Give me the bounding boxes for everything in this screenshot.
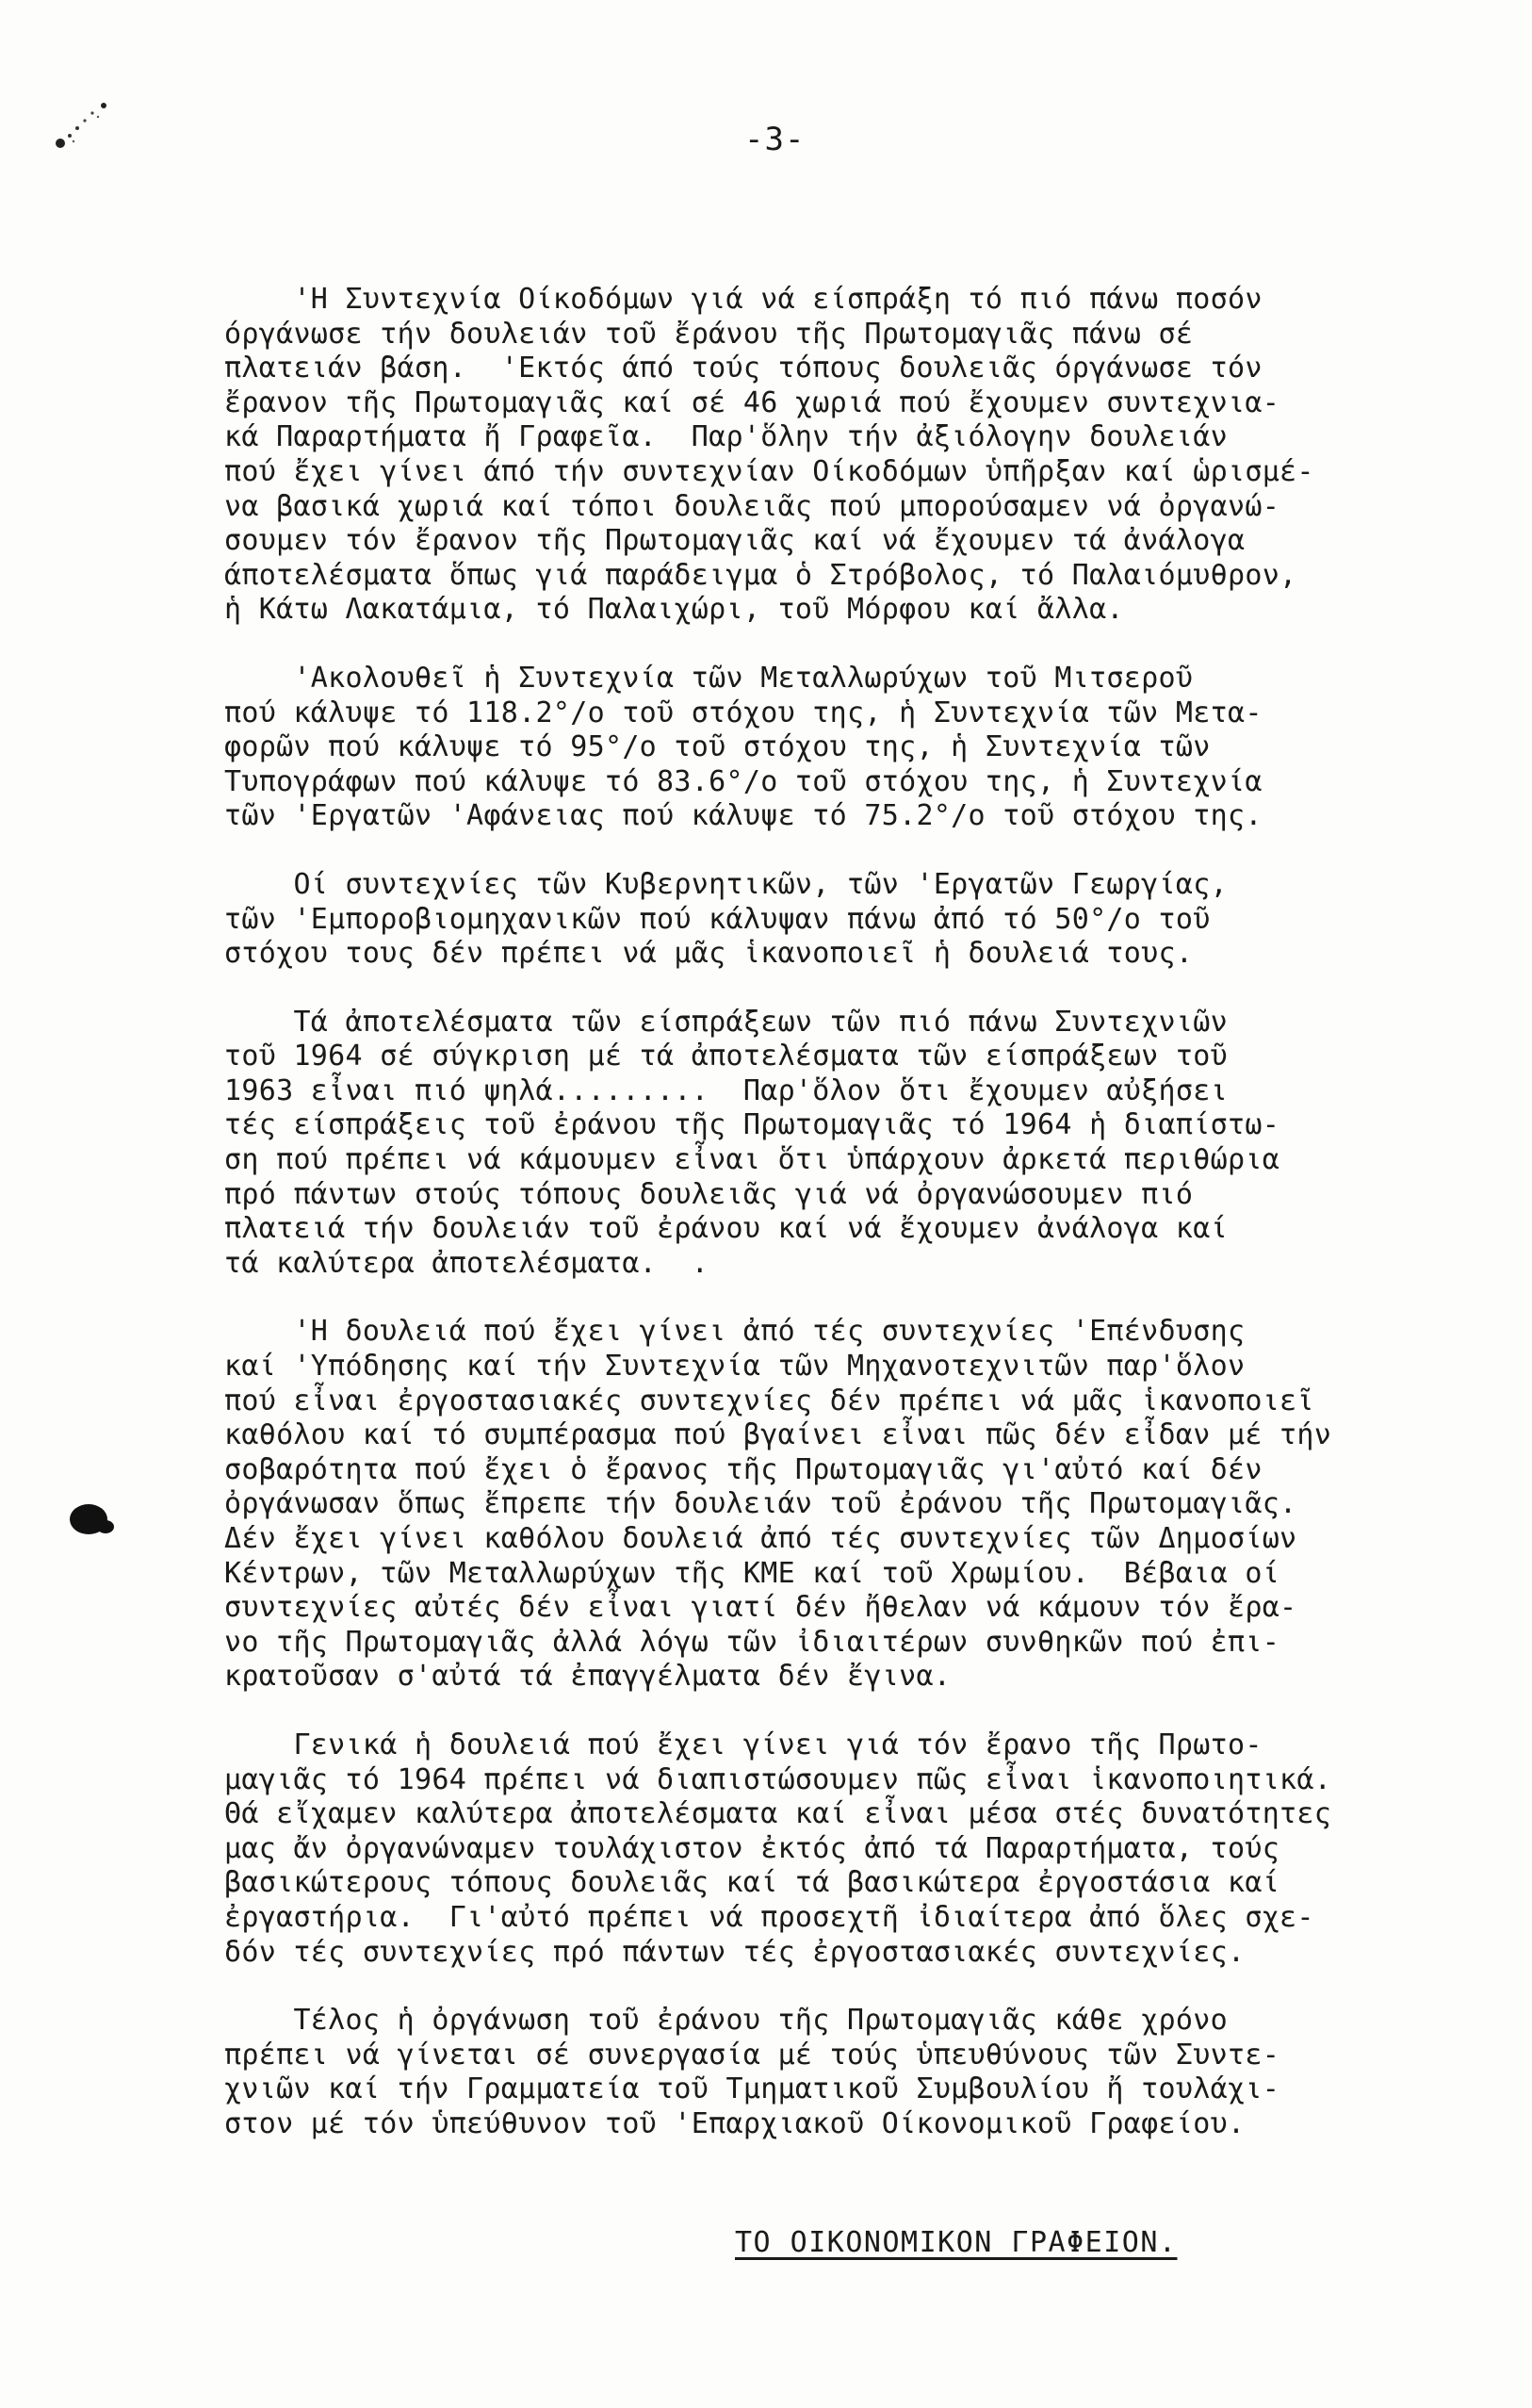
text-line: ἐργαστήρια. Γι'αὐτό πρέπει νά προσεχτῆ ἰδιαίτερα ἀπό ὅλες σχε- — [224, 1900, 1314, 1934]
text-line: 'Η Συντεχνία Οίκοδόμων γιά νά είσπράξη τό πιό πάνω ποσόν — [224, 283, 1263, 316]
text-line: μας ἄν ὀργανώναμεν τουλάχιστον ἐκτός ἀπό τά Παραρτήματα, τούς — [224, 1831, 1280, 1865]
text-line: δόν τές συντεχνίες πρό πάντων τές ἐργοστασιακές συντεχνίες. — [224, 1935, 1246, 1969]
paragraph — [224, 1728, 1402, 1970]
paragraph — [224, 662, 1402, 834]
ink-blot-mark — [66, 1499, 119, 1542]
text-line: μαγιᾶς τό 1964 πρέπει νά διαπιστώσουμεν πῶς εἶναι ἱκανοποιητικά. — [224, 1762, 1332, 1796]
text-line: χνιῶν καί τήν Γραμματεία τοῦ Τμηματικοῦ Συμβουλίου ἤ τουλάχι- — [224, 2072, 1280, 2106]
text-line: πρέπει νά γίνεται σέ συνεργασία μέ τούς ὑπευθύνους τῶν Συντε- — [224, 2038, 1280, 2072]
document-body — [224, 283, 1402, 2176]
text-line: όργάνωσε τήν δουλειάν τοῦ ἔράνου τῆς Πρωτομαγιᾶς πάνω σέ — [224, 317, 1194, 351]
text-line: Θά εἴχαμεν καλύτερα ἀποτελέσματα καί εἶναι μέσα στές δυνατότητες — [224, 1797, 1332, 1831]
text-line: πού εἶναι ἐργοστασιακές συντεχνίες δέν πρέπει νά μᾶς ἱκανοποιεῖ — [224, 1384, 1314, 1417]
text-line: 1963 εἶναι πιό ψηλά......... Παρ'ὅλον ὅτι ἔχουμεν αὐξήσει — [224, 1073, 1228, 1107]
text-line: βασικώτερους τόπους δουλειᾶς καί τά βασικώτερα ἐργοστάσια καί — [224, 1866, 1280, 1900]
ink-speck-mark — [49, 85, 124, 160]
text-line: Τέλος ἡ ὀργάνωση τοῦ ἐράνου τῆς Πρωτομαγιᾶς κάθε χρόνο — [224, 2004, 1228, 2038]
text-line: κά Παραρτήματα ἤ Γραφεῖα. Παρ'ὅλην τήν ἀξιόλογην δουλειάν — [224, 420, 1228, 454]
text-line: πού κάλυψε τό 118.2°/ο τοῦ στόχου της, ἡ Συντεχνία τῶν Μετα- — [224, 696, 1263, 729]
text-line: άποτελέσματα ὅπως γιά παράδειγμα ὁ Στρόβολος, τό Παλαιόμυθρον, — [224, 558, 1297, 592]
paragraph — [224, 283, 1402, 628]
text-line: τῶν 'Εργατῶν 'Αφάνειας πού κάλυψε τό 75.2°/ο τοῦ στόχου της. — [224, 799, 1263, 833]
text-line: 'Ακολουθεῖ ἡ Συντεχνία τῶν Μεταλλωρύχων τοῦ Μιτσεροῦ — [224, 661, 1194, 695]
paragraph — [224, 2004, 1402, 2141]
text-line: πού ἔχει γίνει άπό τήν συντεχνίαν Οίκοδόμων ὑπῆρξαν καί ὡρισμέ- — [224, 454, 1314, 488]
text-line: Τυπογράφων πού κάλυψε τό 83.6°/ο τοῦ στόχου της, ἡ Συντεχνία — [224, 764, 1263, 798]
text-line: σουμεν τόν ἔρανον τῆς Πρωτομαγιᾶς καί νά ἔχουμεν τά ἀνάλογα — [224, 524, 1246, 558]
text-line: πρό πάντων στούς τόπους δουλειᾶς γιά νά ὀργανώσουμεν πιό — [224, 1177, 1194, 1211]
text-line: στόχου τους δέν πρέπει νά μᾶς ἱκανοποιεῖ ἡ δουλειά τους. — [224, 937, 1194, 971]
text-line: τοῦ 1964 σέ σύγκριση μέ τά ἀποτελέσματα τῶν είσπράξεων τοῦ — [224, 1040, 1228, 1073]
text-line: τῶν 'Εμποροβιομηχανικῶν πού κάλυψαν πάνω ἀπό τό 50°/ο τοῦ — [224, 902, 1211, 936]
text-line: ση πού πρέπει νά κάμουμεν εἶναι ὅτι ὑπάρχουν ἀρκετά περιθώρια — [224, 1143, 1280, 1177]
text-line: ἡ Κάτω Λακατάμια, τό Παλαιχώρι, τοῦ Μόρφου καί ἄλλα. — [224, 593, 1124, 627]
text-line: Οί συντεχνίες τῶν Κυβερνητικῶν, τῶν 'Εργατῶν Γεωργίας, — [224, 867, 1228, 901]
text-line: πλατειάν βάση. 'Εκτός άπό τούς τόπους δουλειᾶς όργάνωσε τόν — [224, 352, 1263, 385]
text-line: συντεχνίες αὐτές δέν εἶναι γιατί δέν ἤθελαν νά κάμουν τόν ἔρα- — [224, 1591, 1297, 1625]
text-line: να βασικά χωριά καί τόποι δουλειᾶς πού μπορούσαμεν νά ὀργανώ- — [224, 489, 1280, 523]
text-line: Δέν ἔχει γίνει καθόλου δουλειά ἀπό τές συντεχνίες τῶν Δημοσίων — [224, 1522, 1297, 1555]
text-line: σοβαρότητα πού ἔχει ὁ ἔρανος τῆς Πρωτομαγιᾶς γι'αὐτό καί δέν — [224, 1452, 1263, 1486]
text-line: τές είσπράξεις τοῦ ἐράνου τῆς Πρωτομαγιᾶς τό 1964 ἡ διαπίστω- — [224, 1108, 1280, 1142]
paragraph — [224, 1315, 1402, 1695]
text-line: ἔρανον τῆς Πρωτομαγιᾶς καί σέ 46 χωριά πού ἔχουμεν συντεχνια- — [224, 385, 1280, 419]
paragraph — [224, 1006, 1402, 1282]
text-line: 'Η δουλειά πού ἔχει γίνει ἀπό τές συντεχνίες 'Επένδυσης — [224, 1315, 1246, 1349]
text-line: καθόλου καί τό συμπέρασμα πού βγαίνει εἶναι πῶς δέν εἶδαν μέ τήν — [224, 1418, 1332, 1452]
text-line: Γενικά ἡ δουλειά πού ἔχει γίνει γιά τόν ἔρανο τῆς Πρωτο- — [224, 1728, 1263, 1761]
text-line: κρατοῦσαν σ'αὐτά τά ἐπαγγέλματα δέν ἔγινα. — [224, 1660, 952, 1694]
text-line: πλατειά τήν δουλειάν τοῦ ἐράνου καί νά ἔχουμεν ἀνάλογα καί — [224, 1212, 1228, 1246]
text-line: φορῶν πού κάλυψε τό 95°/ο τοῦ στόχου της, ἡ Συντεχνία τῶν — [224, 730, 1211, 764]
text-line: νο τῆς Πρωτομαγιᾶς ἀλλά λόγω τῶν ἰδιαιτέρων συνθηκῶν πού ἐπι- — [224, 1625, 1280, 1659]
text-line: τά καλύτερα ἀποτελέσματα. . — [224, 1246, 709, 1280]
text-line: καί 'Υπόδησης καί τήν Συντεχνία τῶν Μηχανοτεχνιτῶν παρ'ὅλον — [224, 1350, 1246, 1384]
text-line: ὀργάνωσαν ὅπως ἔπρεπε τήν δουλειάν τοῦ ἐράνου τῆς Πρωτομαγιᾶς. — [224, 1487, 1297, 1521]
text-line: στον μέ τόν ὑπεύθυνον τοῦ 'Επαρχιακοῦ Οίκονομικοῦ Γραφείου. — [224, 2106, 1246, 2140]
signature-office: ΤΟ ΟΙΚΟΝΟΜΙΚΟΝ ΓΡΑΦΕΙΟΝ. — [735, 2226, 1178, 2259]
text-line: Κέντρων, τῶν Μεταλλωρύχων τῆς ΚΜΕ καί τοῦ Χρωμίου. Βέβαια οί — [224, 1556, 1280, 1590]
paragraph — [224, 868, 1402, 972]
text-line: Τά ἀποτελέσματα τῶν είσπράξεων τῶν πιό πάνω Συντεχνιῶν — [224, 1005, 1228, 1039]
page-number: -3- — [744, 121, 806, 158]
